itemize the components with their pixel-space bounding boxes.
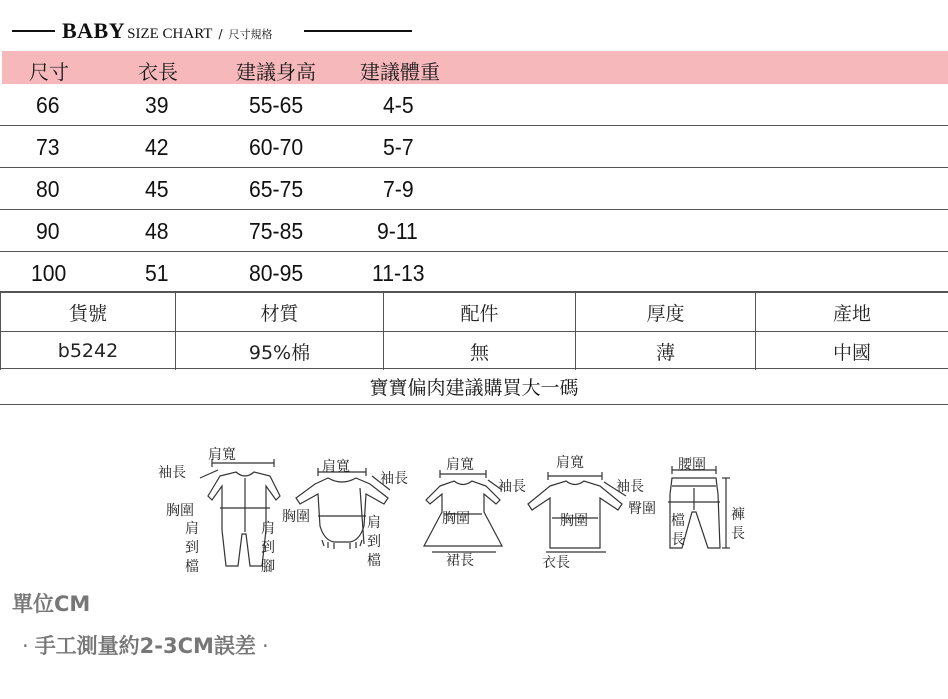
label-crotch-length: 檔長 — [671, 513, 685, 548]
top-illustration — [528, 472, 626, 552]
cell-height: 75-85 — [249, 218, 304, 244]
info-accessory: 無 — [384, 332, 576, 370]
label-chest: 胸圍 — [166, 503, 194, 519]
cell-height: 80-95 — [249, 260, 304, 286]
info-value-row — [0, 331, 948, 369]
header-title — [62, 18, 273, 44]
product-info-table — [0, 292, 948, 369]
label-chest: 胸圍 — [282, 509, 310, 525]
info-header-item-no: 貨號 — [0, 293, 176, 331]
label-sleeve-length: 袖長 — [498, 479, 526, 495]
col-header-size: 尺寸 — [29, 60, 69, 84]
cell-size: 90 — [36, 218, 60, 244]
cell-weight: 4-5 — [383, 92, 414, 118]
label-sleeve-length: 袖長 — [380, 471, 408, 487]
info-header-row — [0, 293, 948, 331]
info-header-thickness: 厚度 — [576, 293, 756, 331]
cell-height: 65-75 — [249, 176, 304, 202]
label-sleeve-length: 袖長 — [616, 479, 644, 495]
bullet-dot: · — [22, 634, 29, 658]
info-header-accessory: 配件 — [384, 293, 576, 331]
label-garment-length: 衣長 — [542, 555, 570, 571]
cell-length: 51 — [145, 260, 169, 286]
label-shoulder-to-crotch: 肩到檔 — [185, 521, 199, 575]
info-header-origin: 產地 — [832, 302, 871, 325]
unit-label: 單位CM — [12, 592, 91, 616]
measurement-error-note — [16, 630, 275, 660]
cell-size: 73 — [36, 134, 60, 160]
label-chest: 胸圍 — [560, 513, 588, 529]
col-header-length: 衣長 — [138, 60, 178, 84]
table-row — [0, 252, 948, 292]
label-shoulder-width: 肩寬 — [556, 455, 584, 471]
cell-length: 42 — [145, 134, 169, 160]
chart-header — [0, 14, 948, 48]
cell-length: 48 — [145, 218, 169, 244]
size-advice-note: 寶寶偏肉建議購買大一碼 — [369, 377, 579, 399]
info-origin: 中國 — [832, 341, 871, 364]
label-hip: 臀圍 — [628, 501, 656, 517]
cell-size: 100 — [31, 260, 67, 286]
cell-size: 66 — [36, 92, 60, 118]
info-item-no: b5242 — [0, 332, 176, 370]
label-chest: 胸圍 — [442, 511, 470, 527]
table-row — [0, 168, 948, 210]
bullet-dot: · — [261, 634, 269, 658]
cell-weight: 9-11 — [377, 218, 418, 244]
header-rule-left — [12, 30, 55, 32]
brand-text: BABY — [62, 18, 126, 43]
label-shoulder-width: 肩寬 — [322, 459, 350, 475]
cell-size: 80 — [36, 176, 60, 202]
table-row — [0, 126, 948, 168]
table-row — [0, 210, 948, 252]
subtitle-text: SIZE CHART — [127, 26, 213, 42]
label-skirt-length: 裙長 — [446, 553, 474, 569]
size-table-header — [2, 51, 948, 84]
cell-weight: 11-13 — [372, 260, 425, 286]
cell-length: 45 — [145, 176, 169, 202]
info-thickness: 薄 — [576, 332, 756, 370]
label-shoulder-to-crotch: 肩到檔 — [367, 515, 381, 569]
info-header-material: 材質 — [176, 293, 384, 331]
label-waist: 腰圍 — [678, 457, 706, 473]
col-header-height: 建議身高 — [236, 60, 316, 84]
cell-length: 39 — [145, 92, 169, 118]
measurement-diagrams — [150, 448, 760, 588]
label-sleeve-length: 袖長 — [158, 465, 186, 481]
label-pants-length: 褲長 — [731, 507, 745, 542]
error-note-text: 手工測量約2-3CM誤差 — [34, 634, 256, 658]
title-separator: / — [218, 27, 223, 41]
header-rule-right — [304, 30, 412, 32]
cell-height: 60-70 — [249, 134, 304, 160]
divider — [0, 404, 948, 405]
col-header-weight: 建議體重 — [360, 60, 440, 84]
cell-weight: 7-9 — [383, 176, 414, 202]
label-shoulder-width: 肩寬 — [208, 447, 236, 463]
table-row — [0, 84, 948, 126]
label-shoulder-width: 肩寬 — [446, 457, 474, 473]
cell-height: 55-65 — [249, 92, 304, 118]
chinese-title: 尺寸規格 — [228, 28, 273, 41]
label-shoulder-to-foot: 肩到腳 — [261, 521, 275, 575]
cell-weight: 5-7 — [383, 134, 414, 160]
info-material: 95%棉 — [176, 332, 384, 370]
